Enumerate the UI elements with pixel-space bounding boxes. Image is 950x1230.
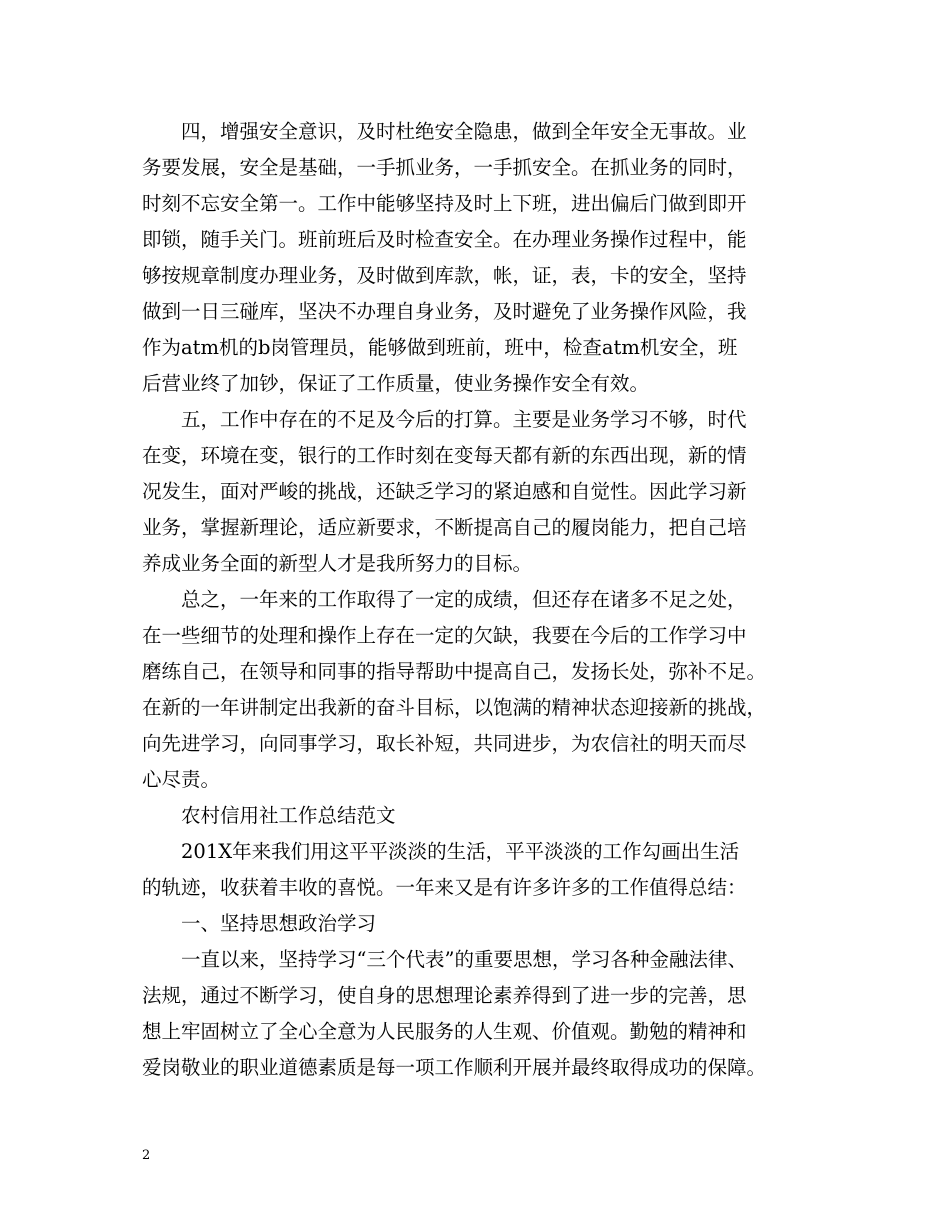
text-line-15: 在一些细节的处理和操作上存在一定的欠缺，我要在今后的工作学习中 — [142, 624, 747, 647]
text-line-7: 作为atm机的b岗管理员，能够做到班前，班中，检查atm机安全，班 — [142, 336, 738, 359]
text-line-25: 法规，通过不断学习，使自身的思想理论素养得到了进一步的完善，思 — [142, 984, 747, 1007]
text-line-8: 后营业终了加钞，保证了工作质量，使业务操作安全有效。 — [142, 372, 650, 395]
text-line-5: 够按规章制度办理业务，及时做到库款，帐，证，表，卡的安全，坚持 — [142, 264, 747, 287]
text-line-1: 四，增强安全意识，及时杜绝安全隐患，做到全年安全无事故。业 — [181, 120, 747, 143]
text-line-4: 即锁，随手关门。班前班后及时检查安全。在办理业务操作过程中，能 — [142, 228, 747, 251]
text-line-17: 在新的一年讲制定出我新的奋斗目标，以饱满的精神状态迎接新的挑战， — [142, 696, 767, 719]
text-line-12: 业务，掌握新理论，适应新要求，不断提高自己的履岗能力，把自己培 — [142, 516, 747, 539]
text-line-21: 201X年来我们用这平平淡淡的生活，平平淡淡的工作勾画出生活 — [181, 840, 740, 863]
text-line-2: 务要发展，安全是基础，一手抓业务，一手抓安全。在抓业务的同时， — [142, 156, 747, 179]
text-line-19: 心尽责。 — [142, 768, 221, 791]
text-line-6: 做到一日三碰库，坚决不办理自身业务，及时避免了业务操作风险，我 — [142, 300, 747, 323]
text-line-26: 想上牢固树立了全心全意为人民服务的人生观、价值观。勤勉的精神和 — [142, 1020, 747, 1043]
subsection-heading: 一、坚持思想政治学习 — [181, 912, 377, 935]
text-line-22: 的轨迹，收获着丰收的喜悦。一年来又是有许多许多的工作值得总结： — [142, 876, 747, 899]
text-line-16: 磨练自己，在领导和同事的指导帮助中提高自己，发扬长处，弥补不足。 — [142, 660, 767, 683]
section-title: 农村信用社工作总结范文 — [181, 804, 396, 827]
text-line-27: 爱岗敬业的职业道德素质是每一项工作顺利开展并最终取得成功的保障。 — [142, 1056, 767, 1079]
text-line-10: 在变，环境在变，银行的工作时刻在变每天都有新的东西出现，新的情 — [142, 444, 747, 467]
text-line-13: 养成业务全面的新型人才是我所努力的目标。 — [142, 552, 533, 575]
text-line-24: 一直以来，坚持学习“三个代表”的重要思想，学习各种金融法律、 — [181, 948, 747, 971]
text-line-9: 五，工作中存在的不足及今后的打算。主要是业务学习不够，时代 — [181, 408, 747, 431]
page-number: 2 — [142, 1148, 151, 1163]
text-line-3: 时刻不忘安全第一。工作中能够坚持及时上下班，进出偏后门做到即开 — [142, 192, 747, 215]
text-line-18: 向先进学习，向同事学习，取长补短，共同进步，为农信社的明天而尽 — [142, 732, 747, 755]
text-line-11: 况发生，面对严峻的挑战，还缺乏学习的紧迫感和自觉性。因此学习新 — [142, 480, 747, 503]
text-line-14: 总之，一年来的工作取得了一定的成绩，但还存在诸多不足之处， — [181, 588, 747, 611]
